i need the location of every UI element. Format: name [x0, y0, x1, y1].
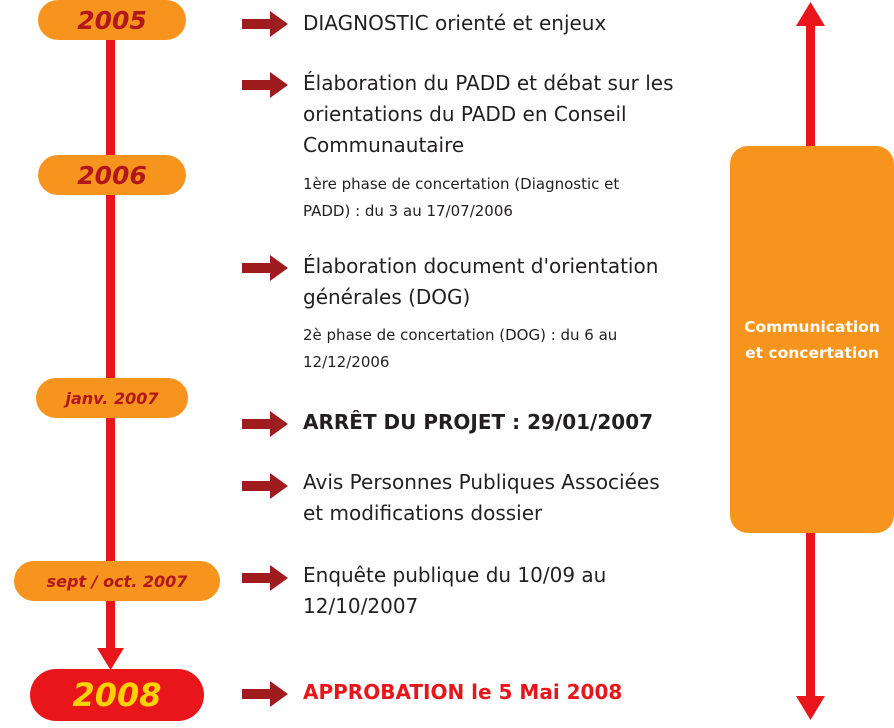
side-arrow-top-head — [796, 2, 825, 26]
step-line: ARRÊT DU PROJET : 29/01/2007 — [303, 410, 654, 434]
step-concertation-1 — [303, 171, 619, 225]
step-arrow-icon — [242, 72, 288, 98]
step-arrow-icon — [242, 411, 288, 437]
step-line: 2è phase de concertation (DOG) : du 6 au — [303, 326, 618, 344]
timeline-line — [106, 38, 115, 650]
side-arrow-bottom-head — [796, 696, 825, 720]
milestone-2006: 2006 — [38, 155, 186, 195]
step-concertation-2 — [303, 322, 617, 376]
step-enquete-publique — [303, 560, 606, 622]
milestone-sept-oct-2007: sept / oct. 2007 — [14, 561, 220, 601]
step-line: et modifications dossier — [303, 501, 543, 525]
step-line: PADD) : du 3 au 17/07/2006 — [303, 202, 513, 220]
step-arret-projet — [303, 407, 653, 438]
step-diagnostic — [303, 8, 606, 39]
step-arrow-icon — [242, 681, 288, 707]
step-line: générales (DOG) — [303, 285, 471, 309]
step-line: Élaboration du PADD et débat sur les — [303, 71, 674, 95]
communication-panel-line: Communication — [744, 317, 880, 336]
step-padd — [303, 68, 674, 161]
step-line: 12/10/2007 — [303, 594, 419, 618]
step-dog — [303, 251, 658, 313]
step-arrow-icon — [242, 565, 288, 591]
step-approbation — [303, 677, 622, 708]
step-line: Élaboration document d'orientation — [303, 254, 659, 278]
milestone-2005: 2005 — [38, 0, 186, 40]
step-line: Communautaire — [303, 133, 465, 157]
step-line: APPROBATION le 5 Mai 2008 — [303, 680, 623, 704]
step-line: Enquête publique du 10/09 au — [303, 563, 607, 587]
step-arrow-icon — [242, 255, 288, 281]
communication-panel-line: et concertation — [745, 343, 879, 362]
step-line: orientations du PADD en Conseil — [303, 102, 627, 126]
timeline-arrowhead — [97, 648, 124, 670]
milestone-janv-2007: janv. 2007 — [36, 378, 188, 418]
step-arrow-icon — [242, 473, 288, 499]
step-avis-ppa — [303, 467, 660, 529]
milestone-2008: 2008 — [30, 669, 204, 721]
communication-panel — [730, 146, 894, 533]
step-line: DIAGNOSTIC orienté et enjeux — [303, 11, 607, 35]
step-arrow-icon — [242, 11, 288, 37]
step-line: 12/12/2006 — [303, 353, 390, 371]
step-line: Avis Personnes Publiques Associées — [303, 470, 660, 494]
step-line: 1ère phase de concertation (Diagnostic et — [303, 175, 620, 193]
